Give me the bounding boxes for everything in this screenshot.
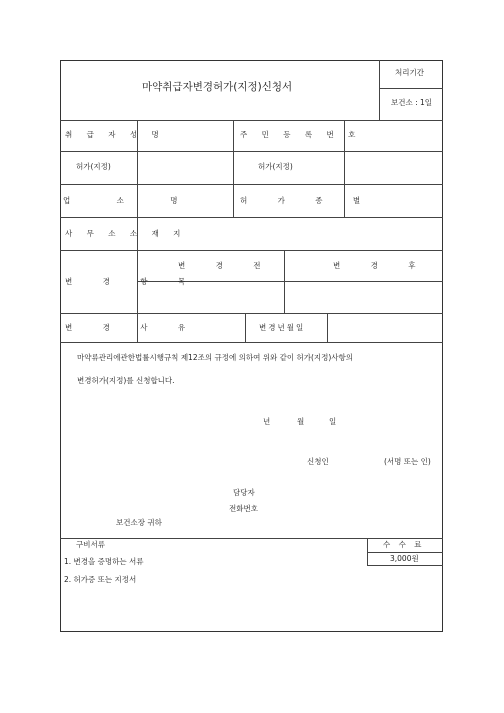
office-address-label: 사 무 소 소 재 지 (65, 229, 187, 238)
before-change-label: 변 경 전 (178, 261, 275, 270)
row-line (60, 151, 443, 152)
statement-line-1: 마약류관리에관한법률시행규칙 제12조의 규정에 의하여 위와 같이 허가(지정)사항의 (77, 353, 354, 362)
applicant-name-label: 취 급 자 성 명 (65, 130, 165, 139)
row-line (60, 342, 443, 343)
processing-divider (379, 88, 443, 89)
change-items-label: 변 경 항 목 (65, 277, 200, 286)
document-item-2: 2. 허가증 또는 지정서 (64, 575, 137, 584)
row-line (60, 313, 443, 314)
fee-label: 수 수 료 (383, 540, 425, 549)
phone-label: 전화번호 (229, 504, 258, 513)
row-line (60, 120, 443, 121)
form-title: 마약취급자변경허가(지정)신청서 (142, 81, 293, 93)
fee-divider (367, 552, 443, 553)
fee-divider (367, 565, 443, 566)
fee-col-line (367, 538, 368, 565)
permit-no-label: 허가(지정) (76, 162, 111, 171)
change-reason-label: 변 경 사 유 (65, 323, 200, 332)
officer-label: 담당자 (233, 488, 255, 497)
col-line (327, 313, 328, 342)
date-month: 월 (297, 417, 305, 426)
recipient: 보건소장 귀하 (116, 518, 162, 527)
business-name-label: 업 소 명 (63, 196, 200, 205)
document-item-1: 1. 변경을 증명하는 서류 (64, 557, 144, 566)
permit-type-label: 허 가 종 별 (240, 196, 375, 205)
resident-no-label: 주 민 등 록 번 호 (240, 130, 362, 139)
permit-no-label-2: 허가(지정) (258, 162, 293, 171)
title-divider (379, 60, 380, 120)
col-line (245, 313, 246, 342)
row-line (60, 184, 443, 185)
row-line (60, 538, 443, 539)
change-date-label: 변경년월일 (259, 323, 306, 332)
statement-line-2: 변경허가(지정)를 신청합니다. (77, 376, 175, 385)
col-line (284, 250, 285, 313)
date-day: 일 (329, 417, 337, 426)
processing-value: 보건소 : 1일 (391, 98, 433, 107)
fee-value: 3,000원 (390, 554, 419, 563)
processing-label: 처리기간 (395, 68, 424, 77)
date-year: 년 (263, 417, 271, 426)
applicant-label: 신청인 (307, 457, 329, 466)
signature-note: (서명 또는 인) (384, 457, 431, 466)
row-line (60, 217, 443, 218)
col-line (233, 120, 234, 217)
after-change-label: 변 경 후 (333, 261, 430, 270)
documents-header: 구비서류 (76, 540, 105, 549)
row-line (60, 250, 443, 251)
